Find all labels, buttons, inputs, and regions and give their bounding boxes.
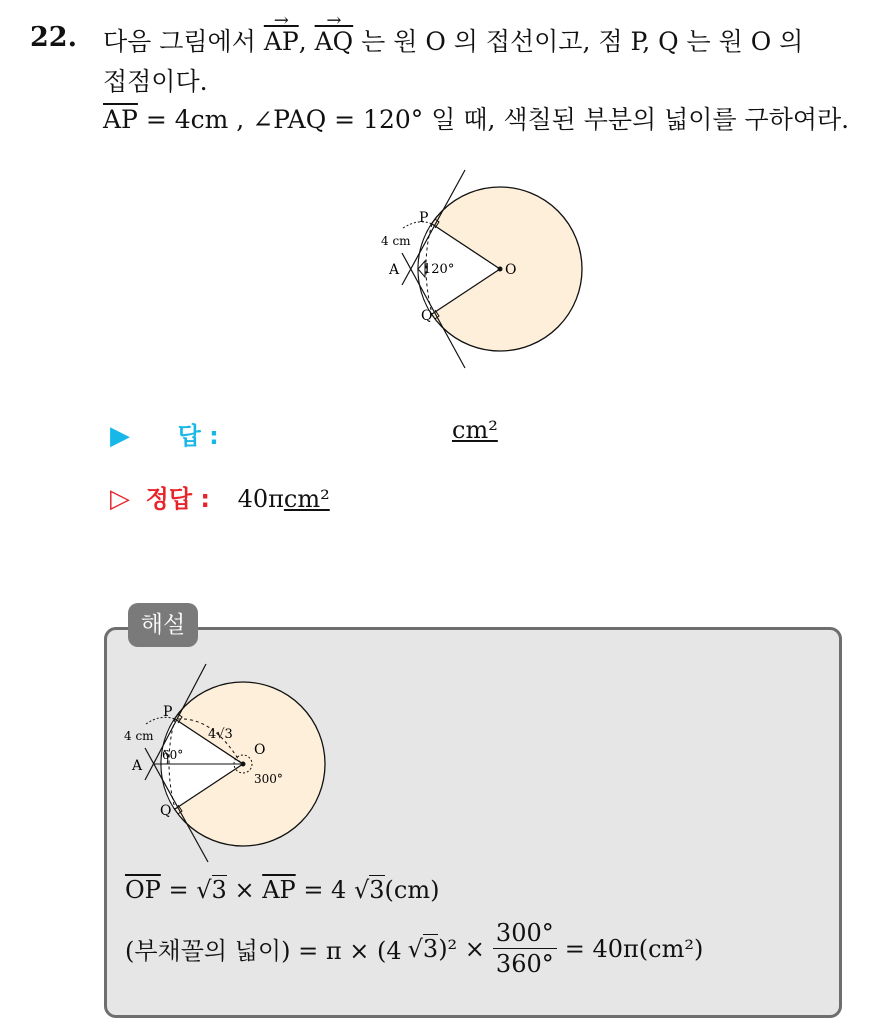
solution-label-60: 60° <box>162 748 184 762</box>
eq2-radicand: 3 <box>422 935 439 963</box>
eq2-numerator: 300° <box>493 918 557 949</box>
eq2-square: )² × <box>438 934 485 963</box>
question-number: 22. <box>30 22 77 53</box>
label-a: A <box>389 262 400 278</box>
solution-figure <box>118 662 333 867</box>
correct-arrow-icon: ▷ <box>110 484 130 514</box>
label-120: 120° <box>423 262 455 277</box>
eq2-lhs: (부채꼴의 넓이) = π × (4 <box>125 937 402 965</box>
eq1-radicand-1: 3 <box>211 876 227 904</box>
solution-label-radius: 4√3 <box>208 727 233 742</box>
eq2-fraction <box>493 918 557 979</box>
eq1-equals: = <box>168 876 189 904</box>
answer-row <box>110 416 219 451</box>
correct-unit: cm² <box>283 485 330 513</box>
solution-label-4cm: 4 cm <box>124 729 154 743</box>
label-o: O <box>505 262 517 278</box>
eq1-times: × <box>234 876 255 904</box>
label-q: Q <box>421 308 433 324</box>
vector-ap: → $\overline{AP}$ <box>264 27 299 56</box>
vector-aq: → $\overline{AQ}$ <box>315 27 354 56</box>
eq1-sqrt-sign: √ <box>196 876 212 904</box>
eq1-sqrt-sign-2: √ <box>353 876 370 904</box>
solution-equation-1 <box>125 876 439 904</box>
eq2-denominator: 360° <box>495 950 554 978</box>
solution-center-dot <box>241 762 246 767</box>
solution-label-q: Q <box>160 803 172 819</box>
solution-tab: 해설 <box>128 603 198 647</box>
eq1-rest: = 4 <box>303 876 347 904</box>
eq2-sqrt-sign: √ <box>407 934 423 963</box>
answer-label: 답 : <box>177 422 219 450</box>
question-line1-prefix: 다음 그림에서 <box>103 27 256 56</box>
question-line1-suffix: 는 원 O 의 접선이고, 점 P, Q 는 원 O 의 <box>361 27 804 56</box>
correct-answer-row <box>110 479 330 514</box>
eq1-unit: (cm) <box>384 876 440 904</box>
eq1-radicand-2: 3 <box>369 876 385 904</box>
question-line-1: 다음 그림에서 → $\overline{AP}$, → $\overline{AQ}$ 는 원 O 의 접선이고, 점 P, Q 는 원 O 의 <box>103 22 803 58</box>
correct-value: 40π <box>237 485 284 513</box>
answer-blank-unit[interactable]: cm² <box>452 416 498 444</box>
solution-label-p: P <box>163 704 173 720</box>
solution-label-o: O <box>254 742 266 758</box>
answer-arrow-icon: ▶ <box>110 421 130 451</box>
question-line3-rest: = 4cm , ∠PAQ = 120° 일 때, 색칠된 부분의 넓이를 구하여라. <box>145 105 850 134</box>
solution-label-a: A <box>132 758 143 774</box>
label-p: P <box>419 210 429 226</box>
eq1-ap: $\overline{AP}$ <box>262 876 296 904</box>
question-figure <box>375 165 590 375</box>
solution-equation-2 <box>125 918 703 979</box>
segment-ap: $\overline{AP}$ <box>103 105 138 134</box>
solution-label-300: 300° <box>254 772 283 786</box>
center-dot <box>498 267 503 272</box>
label-4cm: 4 cm <box>381 234 411 248</box>
question-line-3 <box>103 100 849 136</box>
eq1-op: $\overline{OP}$ <box>125 876 161 904</box>
question-line-2: 접점이다. <box>103 67 208 96</box>
correct-label: 정답 : <box>145 485 210 513</box>
eq2-rhs: = 40π(cm²) <box>564 934 704 963</box>
